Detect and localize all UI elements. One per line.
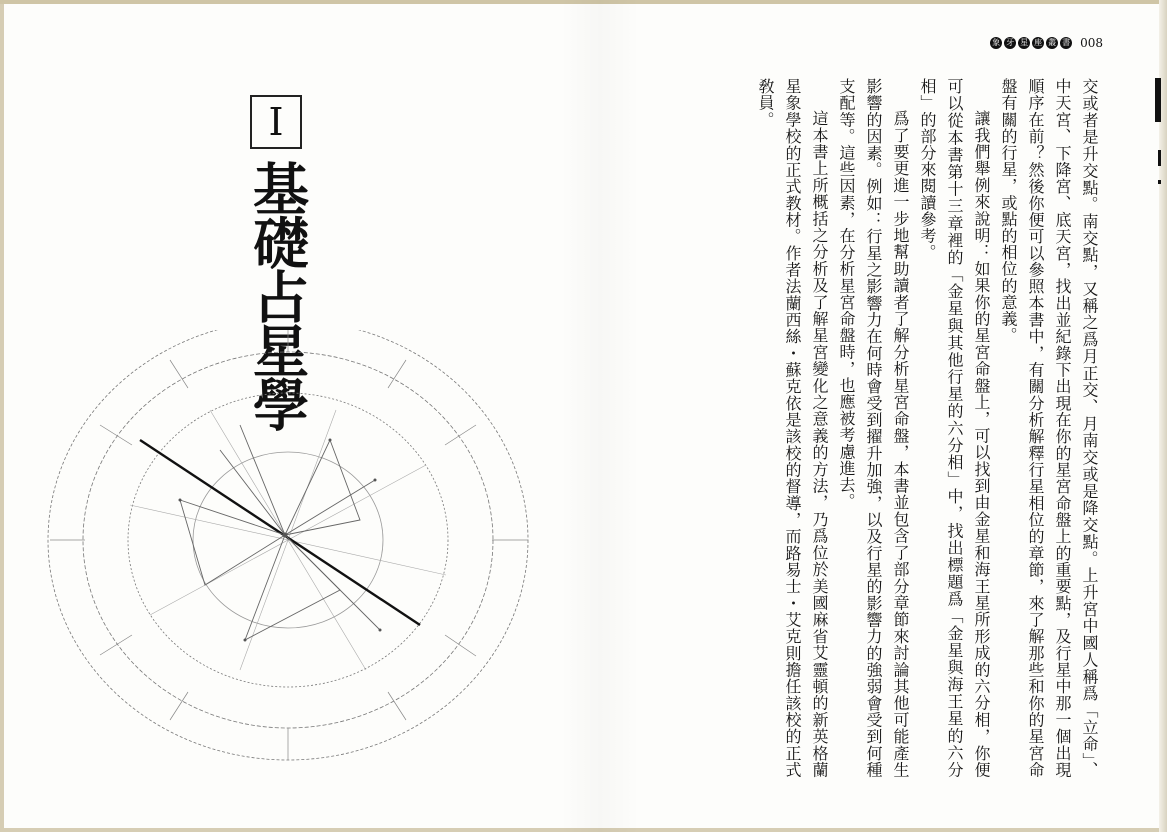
- gutter-shadow: [560, 0, 640, 832]
- chapter-title: 基礎占星學: [244, 160, 310, 430]
- logo-glyph: 牙: [1006, 38, 1015, 47]
- paragraph: 爲了要更進一步地幫助讀者了解分析星宮命盤，本書並包含了部分章節來討論其他可能產生影響的因素。例如：行星之影響力在何時會受到擢升加強，以及行星的影響力的強弱會受到何種支配等。這些因素，在分析星宮命盤時，也應被考慮進去。: [837, 78, 910, 778]
- edge-mark: [1158, 180, 1161, 184]
- page-number: 008: [1080, 36, 1103, 50]
- paragraph: 讓我們舉例來說明：如果你的星宮命盤上，可以找到由金星和海王星所形成的六分相，你便可以從本書第十三章裡的「金星與其他行星的六分相」中，找出標題爲「金星與海王星的六分相」的部分來閱讀參考。: [918, 78, 991, 778]
- logo-glyph: 書: [1062, 38, 1071, 47]
- edge-mark: [1158, 150, 1161, 166]
- paragraph: 這本書上所概括之分析及了解星宮變化之意義的方法，乃爲位於美國麻省艾靈頓的新英格蘭星象學校的正式教材。作者法蘭西絲・蘇克依是該校的督導，而路易士・艾克則擔任該校的正式敎員。: [756, 78, 829, 778]
- logo-glyph: 象: [992, 38, 1001, 47]
- paragraph: 交或者是升交點。南交點，又稱之爲月正交、月南交或是降交點。上升宮中國人稱爲「立命」、中天宮、下降宮、底天宮，找出並紀錄下出現在你的星宮命盤上的重要點，及行星中那一個出現順序在前？然後你便可以參照本書中，有關分析解釋行星相位的章節，來了解那些和你的星宮命盤有關的行星，或點的相位的意義。: [999, 78, 1099, 778]
- logo-glyph: 星: [1020, 38, 1029, 47]
- page-edge: [1159, 0, 1167, 832]
- series-logo: [990, 37, 1072, 49]
- chapter-number-box: I: [250, 95, 302, 149]
- natal-chart-illustration: [40, 330, 560, 800]
- logo-glyph: 座: [1034, 38, 1043, 47]
- logo-glyph: 叢: [1048, 38, 1057, 47]
- body-text: [752, 78, 1103, 778]
- running-header: [990, 36, 1103, 50]
- edge-mark: [1155, 78, 1161, 122]
- astrology-chart-icon: [40, 330, 560, 800]
